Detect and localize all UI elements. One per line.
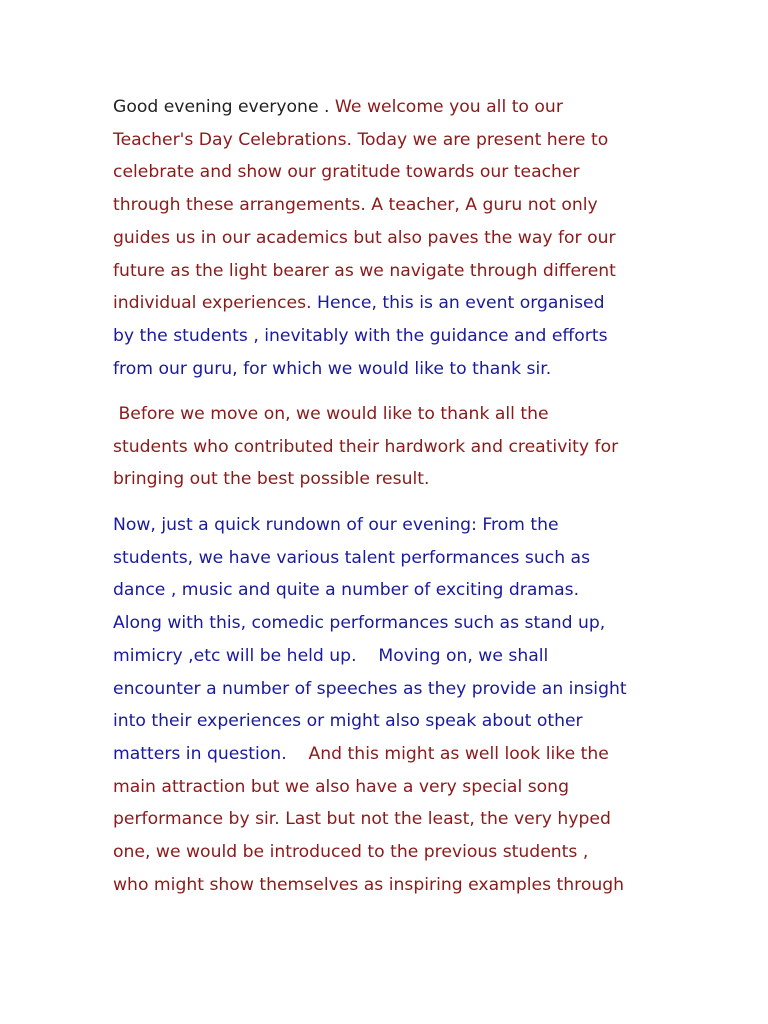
text-line [113,431,658,464]
text-run: students who contributed their hardwork and creativity for [113,436,619,457]
text-run: who might show themselves as inspiring examples through [113,874,625,895]
text-line [113,640,658,673]
text-run: encounter a number of speeches as they provide an insight [113,678,627,699]
text-line [113,398,658,431]
text-run: bringing out the best possible result. [113,469,430,490]
text-line [113,287,658,320]
text-line [113,189,658,222]
text-line [113,320,658,353]
text-line [113,542,658,575]
text-run: Along with this, comedic performances such as stand up, [113,613,606,634]
text-line [113,156,658,189]
text-run: Teacher's Day Celebrations. Today we are present here to [113,129,609,150]
text-run: And this might as well look like the [308,743,609,764]
text-run: individual experiences. [113,293,318,314]
text-line [113,574,658,607]
text-run: We welcome you all to our [334,97,563,117]
text-line [113,509,658,542]
text-run: dance , music and quite a number of exciting dramas. [113,580,580,601]
text-run: Now, just a quick rundown of our evening: From the [113,515,559,535]
text-line [113,771,658,804]
text-line [113,836,658,869]
text-run: from our guru, for which we would like to thank sir. [113,358,552,379]
text-line [113,673,658,706]
text-line [113,803,658,836]
text-run: mimicry ,etc will be held up. Moving on, we shall [113,645,549,666]
text-line [113,353,658,386]
text-line [113,124,658,157]
paragraph-rundown [113,509,658,901]
text-run: guides us in our academics but also paves the way for our [113,227,616,248]
text-run: Hence, this is an event organised [317,293,605,314]
text-run: into their experiences or might also speak about other [113,711,583,732]
text-line [113,738,658,771]
text-line [113,607,658,640]
text-line [113,463,658,496]
text-run: one, we would be introduced to the previous students , [113,842,589,863]
text-run: matters in question. [113,743,309,764]
text-run: future as the light bearer as we navigate through different [113,260,616,281]
text-run: through these arrangements. A teacher, A guru not only [113,195,598,216]
text-run: Before we move on, we would like to thank all the [113,404,549,424]
text-line [113,91,658,124]
text-run: students, we have various talent performances such as [113,547,591,568]
paragraph-thanks-students [113,398,658,496]
text-line [113,255,658,288]
paragraph-welcome [113,91,658,385]
text-run: by the students , inevitably with the guidance and efforts [113,325,608,346]
text-line [113,869,658,902]
text-line [113,222,658,255]
text-line [113,705,658,738]
text-run: Good evening everyone . [113,97,335,117]
text-run: celebrate and show our gratitude towards our teacher [113,162,580,183]
text-run: main attraction but we also have a very special song [113,776,569,797]
text-run: performance by sir. Last but not the least, the very hyped [113,809,611,830]
